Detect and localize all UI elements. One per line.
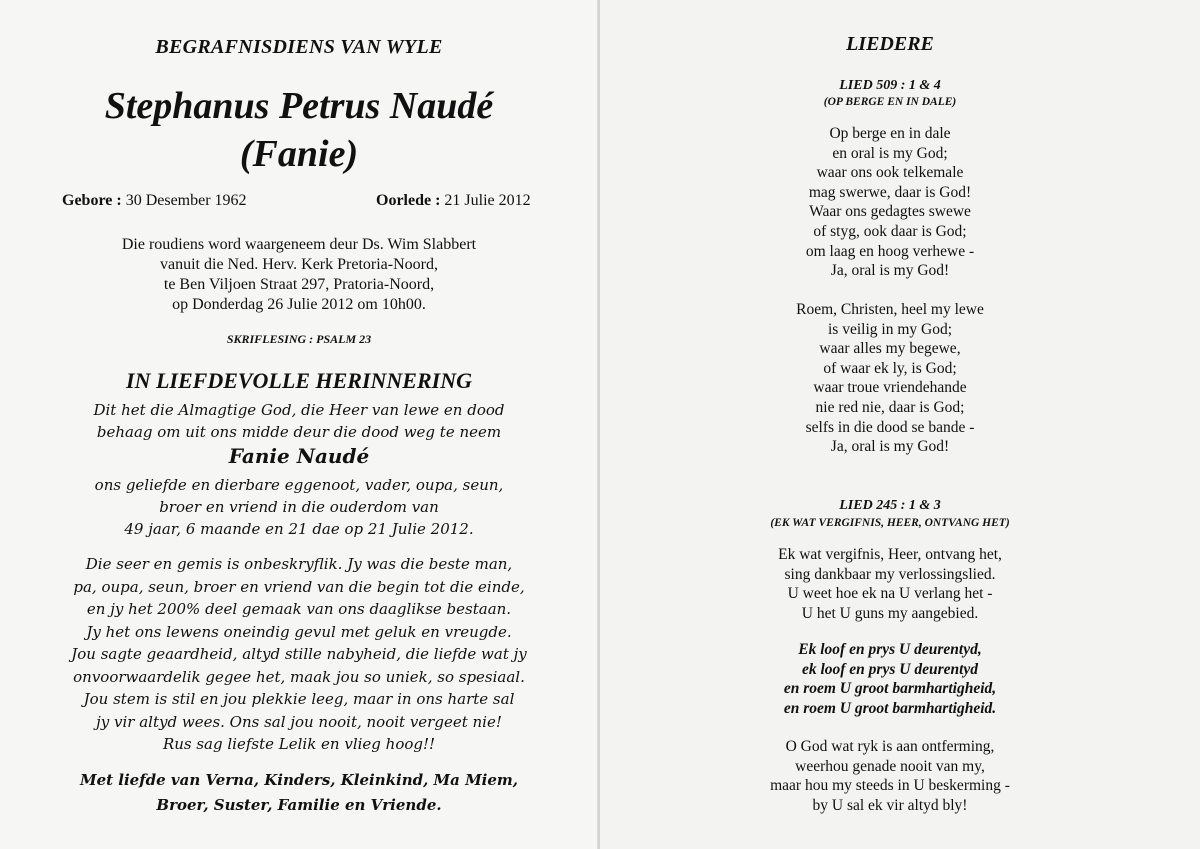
intro-line: behaag om uit ons midde deur die dood weg te neem [96, 423, 502, 441]
verse-line: weerhou genade nooit van my, [795, 757, 985, 775]
service-header: BEGRAFNISDIENS VAN WYLE [155, 36, 443, 58]
chorus-line: Ek loof en prys U deurentyd, [798, 641, 982, 658]
verse-line: mag swerwe, daar is God! [808, 183, 972, 201]
verse-line: of waar ek ly, is God; [823, 359, 957, 377]
verse-line: U het U guns my aangebied. [801, 604, 979, 622]
service-line: vanuit die Ned. Herv. Kerk Pretoria-Noord, [160, 256, 438, 273]
left-page [0, 0, 598, 849]
verse-line: Ja, oral is my God! [830, 438, 950, 456]
tribute-line: Jou sagte geaardheid, altyd stille nabyheid, die liefde wat jy [71, 645, 527, 663]
verse-line: Waar ons gedagtes swewe [809, 203, 971, 221]
death-date: 21 Julie 2012 [444, 192, 531, 209]
memorial-intro [0, 399, 598, 443]
tribute-line: Jy het ons lewens oneindig gevul met geluk en vreugde. [86, 622, 512, 641]
chorus-line: ek loof en prys U deurentyd [801, 660, 979, 678]
verse-line: selfs in die dood se bande - [805, 418, 975, 436]
verse-line: Ek wat vergifnis, Heer, ontvang het, [778, 546, 1002, 563]
tribute-line: onvoorwaardelik gegee het, maak jou so uniek, so spesiaal. [73, 667, 525, 686]
verse-line: sing dankbaar my verlossingslied. [784, 565, 996, 583]
verse-line: U weet hoe ek na U verlang het - [787, 585, 993, 603]
intro-line: Dit het die Almagtige God, die Heer van lewe en dood [93, 401, 505, 419]
verse-line: waar ons ook telkemale [816, 164, 964, 182]
song2-chorus [600, 640, 1180, 718]
closing-line: Met liefde van Verna, Kinders, Kleinkind, Ma Miem, [79, 771, 519, 789]
song1-title: LIED 509 : 1 & 4 [839, 78, 941, 93]
tribute-text [0, 553, 598, 756]
tribute-line: Die seer en gemis is onbeskryflik. Jy was die beste man, [85, 555, 513, 573]
verse-line: om laag en hoog verhewe - [805, 242, 975, 260]
verse-line: Roem, Christen, heel my lewe [796, 301, 984, 318]
song2-title: LIED 245 : 1 & 3 [839, 498, 941, 513]
scripture-reading: SKRIFLESING : PSALM 23 [226, 332, 372, 346]
verse-line: by U sal ek vir altyd bly! [812, 796, 968, 814]
verse-line: O God wat ryk is aan ontferming, [785, 738, 995, 755]
deceased-nickname: (Fanie) [239, 133, 359, 175]
verse-line: maar hou my steeds in U beskerming - [770, 777, 1010, 795]
chorus-line: en roem U groot barmhartigheid, [783, 680, 997, 698]
death-info [376, 192, 531, 210]
death-label: Oorlede : [376, 192, 441, 209]
deceased-short-name: Fanie Naudé [228, 444, 370, 468]
verse-line: en oral is my God; [832, 144, 948, 162]
song2-subtitle: (EK WAT VERGIFNIS, HEER, ONTVANG HET) [770, 517, 1010, 529]
verse-line: Ja, oral is my God! [830, 262, 950, 280]
tribute-line: en jy het 200% deel gemaak van ons daaglikse bestaan. [86, 600, 512, 618]
service-details [0, 235, 598, 315]
chorus-line: en roem U groot barmhartigheid. [783, 699, 997, 717]
deceased-full-name: Stephanus Petrus Naudé [104, 85, 494, 127]
tribute-line: Jou stem is stil en jou plekkie leeg, maar in ons harte sal [83, 690, 515, 708]
verse-line: waar alles my begewe, [819, 340, 961, 358]
song2-verse2 [600, 737, 1180, 815]
birth-date: 30 Desember 1962 [125, 192, 247, 209]
tribute-line: pa, oupa, seun, broer en vriend van die begin tot die einde, [73, 577, 525, 596]
birth-label: Gebore : [62, 192, 122, 209]
service-line: op Donderdag 26 Julie 2012 om 10h00. [172, 296, 426, 313]
verse-line: nie red nie, daar is God; [815, 398, 965, 416]
relation-line: broer en vriend in die ouderdom van [159, 498, 439, 516]
song2-verse1 [600, 545, 1180, 623]
relation-line: 49 jaar, 6 maande en 21 dae op 21 Julie 2012. [124, 520, 474, 538]
closing-signature [0, 768, 598, 818]
relation-line: ons geliefde en dierbare eggenoot, vader, oupa, seun, [94, 476, 504, 494]
verse-line: Op berge en in dale [829, 125, 951, 142]
service-line: te Ben Viljoen Straat 297, Pratoria-Noord, [163, 276, 435, 293]
memorial-title: IN LIEFDEVOLLE HERINNERING [126, 368, 472, 393]
verse-line: is veilig in my God; [828, 320, 952, 338]
verse-line: waar troue vriendehande [813, 379, 967, 397]
relation-text [0, 474, 598, 540]
song1-verse2 [600, 300, 1180, 457]
closing-line: Broer, Suster, Familie en Vriende. [156, 796, 442, 814]
right-page [600, 0, 1200, 849]
song1-subtitle: (OP BERGE EN IN DALE) [823, 96, 957, 108]
service-line: Die roudiens word waargeneem deur Ds. Wim Slabbert [121, 236, 477, 253]
tribute-line: Rus sag liefste Lelik en vlieg hoog!! [162, 735, 436, 753]
tribute-line: jy vir altyd wees. Ons sal jou nooit, nooit vergeet nie! [96, 712, 502, 731]
birth-info [62, 192, 247, 210]
song1-verse1 [600, 124, 1180, 281]
verse-line: of styg, ook daar is God; [813, 222, 967, 240]
hymns-title: LIEDERE [846, 33, 934, 55]
